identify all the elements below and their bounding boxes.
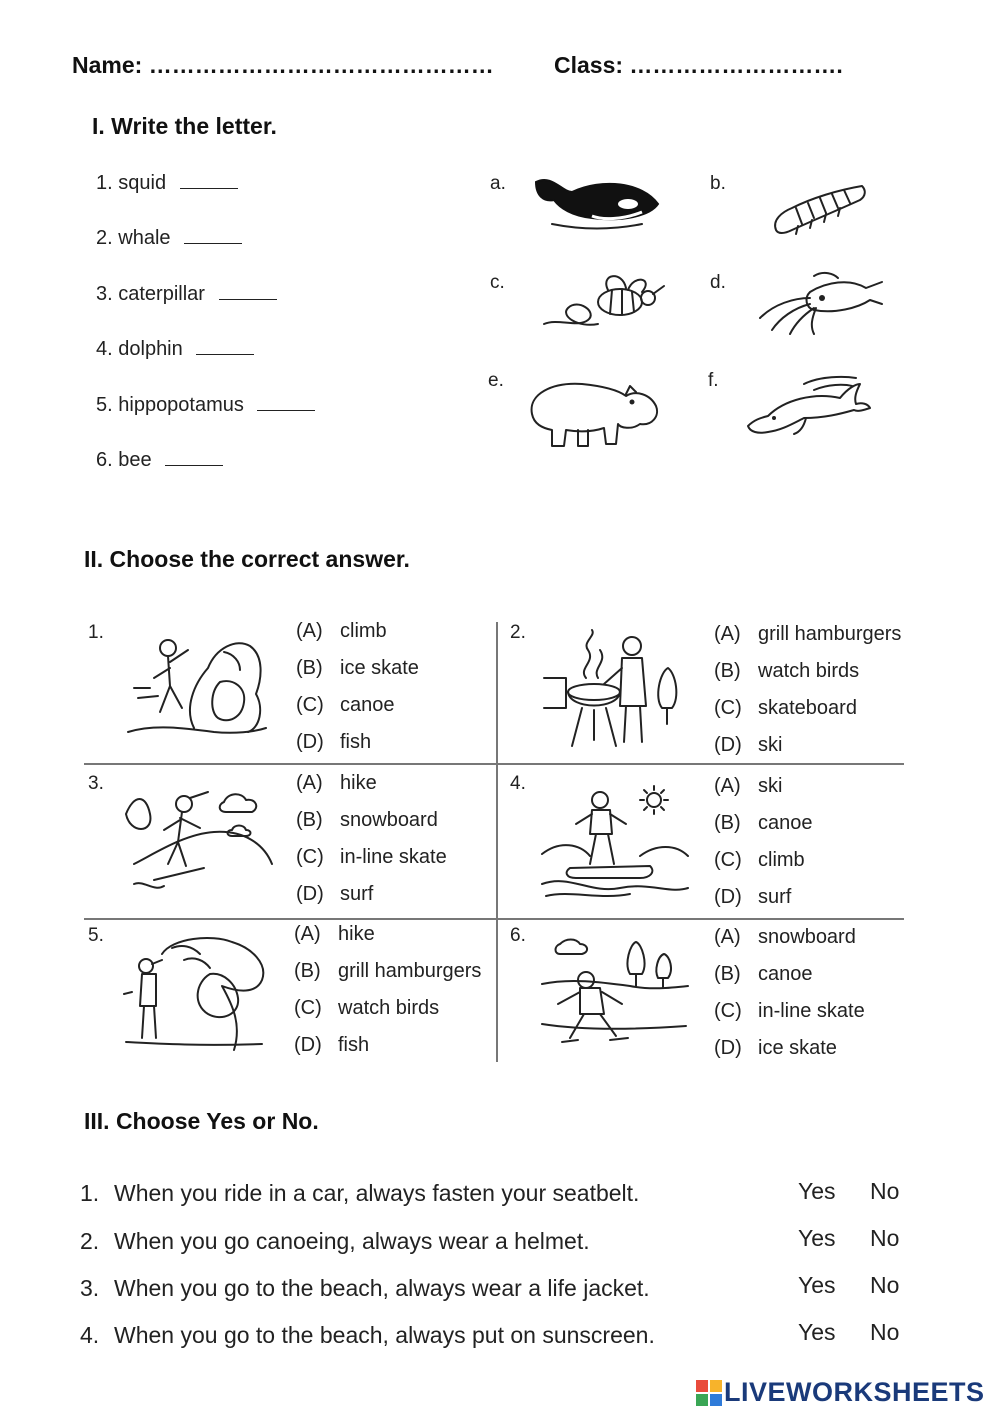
option-text: in-line skate xyxy=(758,1000,865,1022)
answer-blank[interactable] xyxy=(180,186,238,189)
item-word: whale xyxy=(118,227,171,249)
option[interactable] xyxy=(714,926,856,949)
no-option[interactable]: No xyxy=(870,1225,900,1251)
option[interactable] xyxy=(714,660,859,683)
option-text: in-line skate xyxy=(340,846,447,868)
section-1-title: I. Write the letter. xyxy=(92,113,277,139)
birdwatching-picture xyxy=(122,934,272,1056)
option[interactable] xyxy=(714,1000,865,1023)
option[interactable] xyxy=(294,960,481,983)
yes-option[interactable]: Yes xyxy=(798,1178,836,1204)
statement-number: 2. xyxy=(80,1228,100,1254)
option[interactable] xyxy=(714,963,813,986)
question-number: 3. xyxy=(88,773,104,794)
caterpillar-picture xyxy=(768,176,868,241)
list-item xyxy=(96,394,315,417)
statement xyxy=(80,1322,655,1349)
picture-label: c. xyxy=(490,272,505,293)
item-number: 2. xyxy=(96,227,113,249)
name-field-label: Name: ……………………………………… xyxy=(72,52,494,78)
question-number: 5. xyxy=(88,925,104,946)
statement-number: 4. xyxy=(80,1322,100,1348)
item-word: caterpillar xyxy=(118,283,205,305)
grid-divider xyxy=(84,918,904,920)
option-text: hike xyxy=(338,923,375,945)
option-text: snowboard xyxy=(340,809,438,831)
option-letter: (D) xyxy=(296,731,324,753)
yes-option[interactable]: Yes xyxy=(798,1319,836,1345)
question-number: 4. xyxy=(510,773,526,794)
snowboarding-picture xyxy=(124,784,274,902)
bee-picture xyxy=(538,268,668,333)
option-letter: (B) xyxy=(714,660,741,682)
option[interactable] xyxy=(296,620,387,643)
statement-number: 3. xyxy=(80,1275,100,1301)
item-number: 6. xyxy=(96,449,113,471)
option[interactable] xyxy=(296,694,395,717)
picture-label: f. xyxy=(708,370,719,391)
grilling-picture xyxy=(542,628,684,752)
climbing-picture xyxy=(124,628,269,748)
option[interactable] xyxy=(296,846,447,869)
item-number: 4. xyxy=(96,338,113,360)
option-letter: (A) xyxy=(294,923,321,945)
option[interactable] xyxy=(294,997,439,1020)
option-text: fish xyxy=(340,731,372,753)
option-text: climb xyxy=(340,620,387,642)
option-letter: (D) xyxy=(296,883,324,905)
option-text: snowboard xyxy=(758,926,856,948)
item-word: dolphin xyxy=(118,338,183,360)
option[interactable] xyxy=(296,809,438,832)
statement-text: When you ride in a car, always fasten your seatbelt. xyxy=(114,1180,640,1206)
list-item xyxy=(96,227,242,250)
option-text: grill hamburgers xyxy=(758,623,902,645)
surfing-picture xyxy=(540,784,690,902)
list-item xyxy=(96,283,277,306)
option-text: canoe xyxy=(758,963,813,985)
option[interactable] xyxy=(714,812,813,835)
option-text: ice skate xyxy=(340,657,419,679)
statement-text: When you go canoeing, always wear a helmet. xyxy=(114,1228,590,1254)
item-number: 1. xyxy=(96,172,113,194)
liveworksheets-brand: LIVEWORKSHEETS xyxy=(724,1377,985,1407)
option-letter: (A) xyxy=(296,620,323,642)
picture-label: a. xyxy=(490,173,506,194)
option-letter: (C) xyxy=(296,694,324,716)
option-text: surf xyxy=(758,886,792,908)
option-letter: (A) xyxy=(296,772,323,794)
option-text: ski xyxy=(758,775,783,797)
grid-divider xyxy=(84,763,904,765)
answer-blank[interactable] xyxy=(219,297,277,300)
option-text: fish xyxy=(338,1034,370,1056)
item-word: squid xyxy=(118,172,167,194)
option[interactable] xyxy=(714,734,782,757)
option-letter: (C) xyxy=(296,846,324,868)
grid-divider xyxy=(496,622,498,1062)
statement xyxy=(80,1275,650,1302)
option[interactable] xyxy=(294,923,375,946)
no-option[interactable]: No xyxy=(870,1178,900,1204)
item-number: 5. xyxy=(96,394,113,416)
option-text: climb xyxy=(758,849,805,871)
section-3-title: III. Choose Yes or No. xyxy=(84,1108,319,1134)
option-text: surf xyxy=(340,883,374,905)
hippopotamus-picture xyxy=(522,374,662,450)
picture-label: e. xyxy=(488,370,504,391)
option-text: watch birds xyxy=(758,660,860,682)
whale-picture xyxy=(532,168,662,233)
answer-blank[interactable] xyxy=(196,352,254,355)
option-letter: (D) xyxy=(714,886,742,908)
item-word: hippopotamus xyxy=(118,394,244,416)
section-2-title: II. Choose the correct answer. xyxy=(84,546,410,572)
item-number: 3. xyxy=(96,283,113,305)
option[interactable] xyxy=(714,886,791,909)
option[interactable] xyxy=(714,623,901,646)
option-text: ice skate xyxy=(758,1037,837,1059)
option-text: grill hamburgers xyxy=(338,960,482,982)
option-text: skateboard xyxy=(758,697,857,719)
list-item xyxy=(96,338,254,361)
statement-text: When you go to the beach, always wear a life jacket. xyxy=(114,1275,650,1301)
option-letter: (B) xyxy=(714,812,741,834)
option-text: watch birds xyxy=(338,997,440,1019)
option-letter: (C) xyxy=(714,697,742,719)
option[interactable] xyxy=(714,1037,837,1060)
option-letter: (C) xyxy=(714,1000,742,1022)
statement xyxy=(80,1228,590,1255)
option-text: hike xyxy=(340,772,377,794)
option-letter: (B) xyxy=(296,657,323,679)
statement-number: 1. xyxy=(80,1180,100,1206)
no-option[interactable]: No xyxy=(870,1319,900,1345)
option-text: ski xyxy=(758,734,783,756)
answer-blank[interactable] xyxy=(257,408,315,411)
statement xyxy=(80,1180,639,1207)
statement-text: When you go to the beach, always put on sunscreen. xyxy=(114,1322,655,1348)
question-number: 6. xyxy=(510,925,526,946)
option-letter: (A) xyxy=(714,775,741,797)
option[interactable] xyxy=(296,772,377,795)
class-field-label: Class: ………………………. xyxy=(554,52,843,78)
option-text: canoe xyxy=(340,694,395,716)
option-letter: (B) xyxy=(294,960,321,982)
option[interactable] xyxy=(714,849,805,872)
picture-label: b. xyxy=(710,173,726,194)
list-item xyxy=(96,172,238,195)
ice-skating-picture xyxy=(540,934,690,1056)
option[interactable] xyxy=(296,657,419,680)
no-option[interactable]: No xyxy=(870,1272,900,1298)
squid-picture xyxy=(754,268,886,336)
picture-label: d. xyxy=(710,272,726,293)
yes-option[interactable]: Yes xyxy=(798,1225,836,1251)
list-item xyxy=(96,449,223,472)
yes-option[interactable]: Yes xyxy=(798,1272,836,1298)
option[interactable] xyxy=(296,883,373,906)
answer-blank[interactable] xyxy=(165,463,223,466)
option[interactable] xyxy=(294,1034,369,1057)
option-letter: (C) xyxy=(714,849,742,871)
option[interactable] xyxy=(714,697,857,720)
option-letter: (D) xyxy=(714,1037,742,1059)
question-number: 2. xyxy=(510,622,526,643)
item-word: bee xyxy=(118,449,152,471)
option-letter: (D) xyxy=(714,734,742,756)
question-number: 1. xyxy=(88,622,104,643)
option-letter: (D) xyxy=(294,1034,322,1056)
option-text: canoe xyxy=(758,812,813,834)
liveworksheets-logo-icon xyxy=(696,1380,722,1406)
option-letter: (C) xyxy=(294,997,322,1019)
option[interactable] xyxy=(296,731,371,754)
option-letter: (A) xyxy=(714,926,741,948)
option[interactable] xyxy=(714,775,782,798)
dolphin-picture xyxy=(744,374,874,438)
answer-blank[interactable] xyxy=(184,241,242,244)
option-letter: (B) xyxy=(296,809,323,831)
option-letter: (A) xyxy=(714,623,741,645)
option-letter: (B) xyxy=(714,963,741,985)
